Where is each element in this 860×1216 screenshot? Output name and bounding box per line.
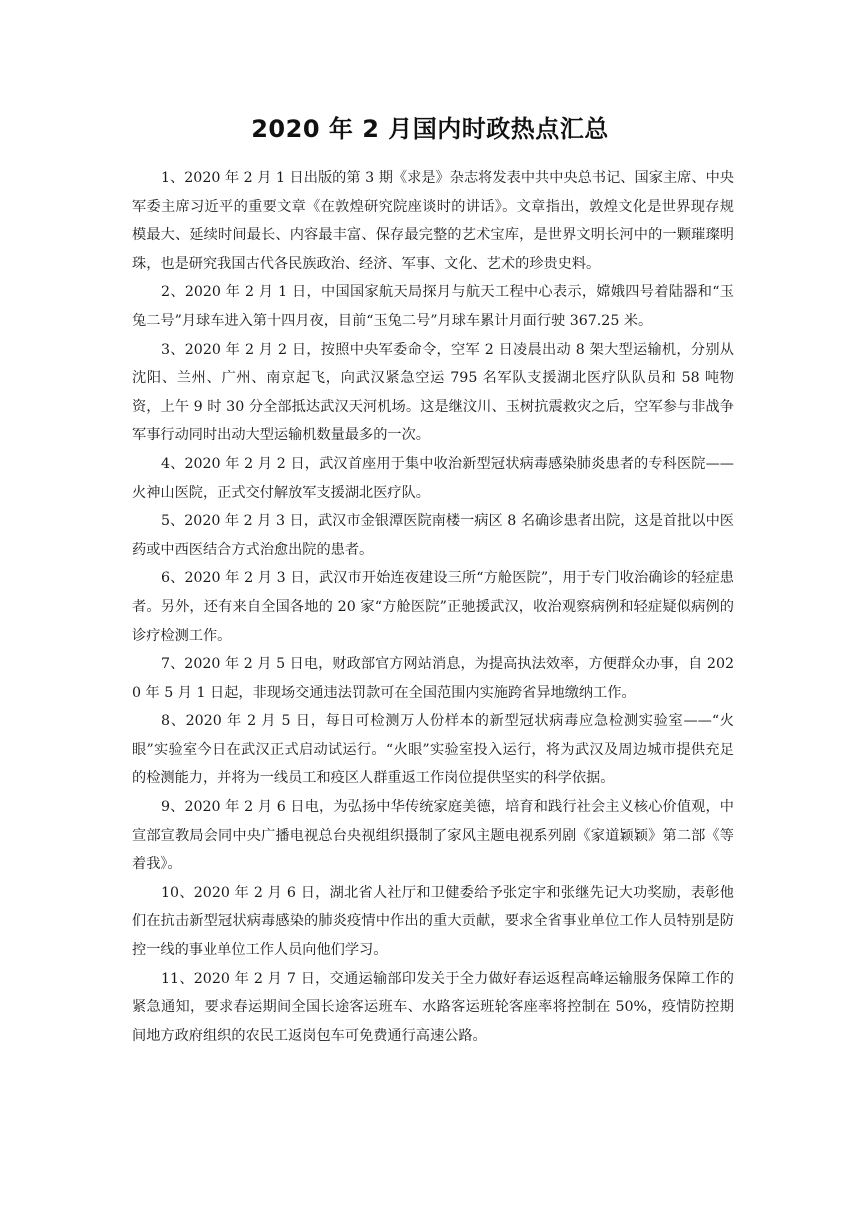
paragraph-6: 6、2020 年 2 月 3 日，武汉市开始连夜建设三所“方舱医院”，用于专门收治确诊的轻症患者。另外，还有来自全国各地的 20 家“方舱医院”正驰援武汉，收治观察病例和轻症疑似病例的诊疗检测工作。 (132, 570, 734, 644)
paragraph-9: 9、2020 年 2 月 6 日电，为弘扬中华传统家庭美德，培育和践行社会主义核心价值观，中宣部宣教局会同中央广播电视总台央视组织摄制了家风主题电视系列剧《家道颖颖》第二部《等着我》。 (132, 799, 734, 873)
paragraph-10: 10、2020 年 2 月 6 日，湖北省人社厅和卫健委给予张定宇和张继先记大功奖励，表彰他们在抗击新型冠状病毒感染的肺炎疫情中作出的重大贡献，要求全省事业单位工作人员特别是防控一线的事业单位工作人员向他们学习。 (132, 884, 734, 959)
paragraph-7: 7、2020 年 2 月 5 日电，财政部官方网站消息，为提高执法效率，方便群众办事，自 2020 年 5 月 1 日起，非现场交通违法罚款可在全国范围内实施跨省异地缴纳工作。 (132, 656, 734, 701)
document-body (132, 164, 734, 1050)
paragraph-3: 3、2020 年 2 月 2 日，按照中央军委命令，空军 2 日凌晨出动 8 架大型运输机，分别从沈阳、兰州、广州、南京起飞，向武汉紧急空运 795 名军队支援湖北医疗队队员和 58 吨物资，上午 9 时 30 分全部抵达武汉天河机场。这是继汶川、玉树抗震救灾之后，空军参与非战争军事行动同时出动大型运输机数量最多的一次。 (132, 341, 734, 444)
paragraph-11: 11、2020 年 2 月 7 日，交通运输部印发关于全力做好春运返程高峰运输服务保障工作的紧急通知，要求春运期间全国长途客运班车、水路客运班轮客座率将控制在 50%，疫情防控期间地方政府组织的农民工返岗包车可免费通行高速公路。 (132, 970, 734, 1044)
paragraph-5: 5、2020 年 2 月 3 日，武汉市金银潭医院南楼一病区 8 名确诊患者出院，这是首批以中医药或中西医结合方式治愈出院的患者。 (132, 513, 734, 558)
paragraph-1: 1、2020 年 2 月 1 日出版的第 3 期《求是》杂志将发表中共中央总书记、国家主席、中央军委主席习近平的重要文章《在敦煌研究院座谈时的讲话》。文章指出，敦煌文化是世界现存规模最大、延续时间最长、内容最丰富、保存最完整的艺术宝库，是世界文明长河中的一颗璀璨明珠，也是研究我国古代各民族政治、经济、军事、文化、艺术的珍贵史料。 (132, 170, 734, 272)
document-title: 2020 年 2 月国内时政热点汇总 (251, 115, 609, 143)
paragraph-8: 8、2020 年 2 月 5 日，每日可检测万人份样本的新型冠状病毒应急检测实验室——“火眼”实验室今日在武汉正式启动试运行。“火眼”实验室投入运行，将为武汉及周边城市提供充足的检测能力，并将为一线员工和疫区人群重返工作岗位提供坚实的科学依据。 (132, 713, 734, 787)
paragraph-2: 2、2020 年 2 月 1 日，中国国家航天局探月与航天工程中心表示，嫦娥四号着陆器和“玉兔二号”月球车进入第十四月夜，目前“玉兔二号”月球车累计月面行驶 367.25 米。 (132, 284, 734, 329)
paragraph-4: 4、2020 年 2 月 2 日，武汉首座用于集中收治新型冠状病毒感染肺炎患者的专科医院——火神山医院，正式交付解放军支援湖北医疗队。 (132, 455, 734, 501)
